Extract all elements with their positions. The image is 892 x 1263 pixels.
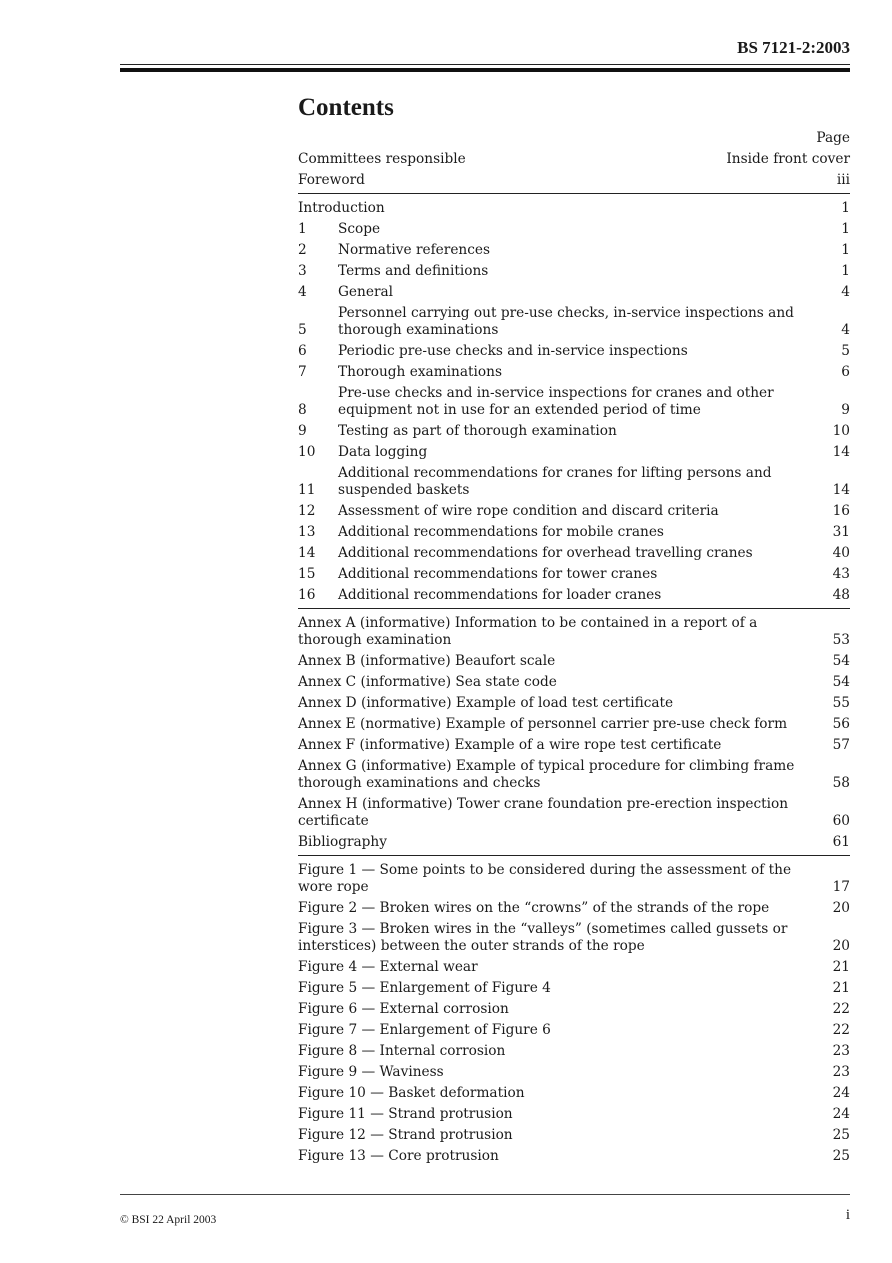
toc-entry-title: Figure 5 — Enlargement of Figure 4 xyxy=(298,980,551,996)
toc-entry-title: Testing as part of thorough examination xyxy=(338,423,617,439)
toc-entry-number: 9 xyxy=(298,423,307,439)
toc-entry xyxy=(298,263,850,280)
toc-entry xyxy=(298,653,850,670)
toc-entry-page: 22 xyxy=(832,1001,850,1017)
toc-entry-number: 3 xyxy=(298,263,307,279)
table-of-contents xyxy=(298,130,850,1169)
toc-entry-page: 24 xyxy=(832,1085,850,1101)
toc-entry-title: Figure 9 — Waviness xyxy=(298,1064,444,1080)
toc-entry-page: 23 xyxy=(832,1064,850,1080)
section-divider xyxy=(298,193,850,194)
toc-entry-page: 4 xyxy=(841,322,850,338)
toc-entry-page: 57 xyxy=(832,737,850,753)
toc-entry xyxy=(298,1148,850,1165)
toc-entry xyxy=(298,1106,850,1123)
toc-entry-page: 31 xyxy=(832,524,850,540)
toc-entry-title: Data logging xyxy=(338,444,428,460)
toc-entry-page: 61 xyxy=(832,834,850,850)
toc-entry xyxy=(298,284,850,301)
toc-entry-page: Inside front cover xyxy=(726,151,850,167)
toc-entry-title: Figure 1 — Some points to be considered during the assessment of the wore rope xyxy=(298,862,792,895)
toc-entry-title: Scope xyxy=(338,221,381,237)
toc-entry-title: Annex B (informative) Beaufort scale xyxy=(298,653,556,669)
toc-entry-page: 53 xyxy=(832,632,850,648)
toc-entry xyxy=(298,524,850,541)
toc-entry-title: Normative references xyxy=(338,242,491,258)
section-divider xyxy=(298,855,850,856)
toc-entry-page: 24 xyxy=(832,1106,850,1122)
copyright-notice: © BSI 22 April 2003 xyxy=(120,1214,217,1226)
toc-entry-title: Pre-use checks and in-service inspections for cranes and other equipment not in use for an extended period of time xyxy=(338,385,774,418)
toc-entry-title: Figure 13 — Core protrusion xyxy=(298,1148,499,1164)
toc-entry xyxy=(298,716,850,733)
page-column-heading xyxy=(298,130,850,147)
toc-entry-number: 1 xyxy=(298,221,307,237)
toc-entry-page: 9 xyxy=(841,402,850,418)
toc-entry-title: Annex F (informative) Example of a wire rope test certificate xyxy=(298,737,722,753)
toc-entry xyxy=(298,737,850,754)
toc-entry-page: 5 xyxy=(841,343,850,359)
toc-entry xyxy=(298,862,850,896)
toc-entry xyxy=(298,1085,850,1102)
toc-entry xyxy=(298,900,850,917)
toc-entry-title: Figure 12 — Strand protrusion xyxy=(298,1127,513,1143)
toc-entry-title: Figure 2 — Broken wires on the “crowns” of the strands of the rope xyxy=(298,900,770,916)
toc-entry-title: Figure 3 — Broken wires in the “valleys” (sometimes called gussets or interstices) between the outer strands of the rope xyxy=(298,921,788,954)
toc-entry-title: Figure 10 — Basket deformation xyxy=(298,1085,525,1101)
toc-entry xyxy=(298,674,850,691)
toc-entry-title: Figure 4 — External wear xyxy=(298,959,478,975)
toc-entry xyxy=(298,615,850,649)
toc-entry xyxy=(298,465,850,499)
toc-entry xyxy=(298,959,850,976)
toc-entry-title: Figure 7 — Enlargement of Figure 6 xyxy=(298,1022,551,1038)
toc-entry-title: Figure 11 — Strand protrusion xyxy=(298,1106,513,1122)
toc-entry-page: 54 xyxy=(832,674,850,690)
toc-entry-title: Annex H (informative) Tower crane foundation pre-erection inspection certificate xyxy=(298,796,789,829)
toc-entry-title: Thorough examinations xyxy=(338,364,502,380)
toc-entry-page: 58 xyxy=(832,775,850,791)
toc-entry xyxy=(298,444,850,461)
toc-entry xyxy=(298,1043,850,1060)
toc-entry-title: Additional recommendations for tower cranes xyxy=(338,566,658,582)
toc-entry-title: Additional recommendations for overhead travelling cranes xyxy=(338,545,753,561)
toc-entry xyxy=(298,980,850,997)
toc-entry-number: 11 xyxy=(298,482,316,498)
page-title: Contents xyxy=(298,94,394,121)
toc-entry xyxy=(298,921,850,955)
toc-entry-page: 60 xyxy=(832,813,850,829)
toc-entry-number: 14 xyxy=(298,545,316,561)
section-divider xyxy=(298,608,850,609)
toc-entry xyxy=(298,200,850,217)
toc-entry-number: 16 xyxy=(298,587,316,603)
toc-entry-number: 8 xyxy=(298,402,307,418)
toc-entry-page: 10 xyxy=(832,423,850,439)
page-number: i xyxy=(845,1207,850,1223)
toc-entry-page: 4 xyxy=(841,284,850,300)
toc-entry xyxy=(298,587,850,604)
toc-entry xyxy=(298,343,850,360)
toc-entry-page: 1 xyxy=(841,200,850,216)
toc-entry xyxy=(298,503,850,520)
toc-entry-title: Annex G (informative) Example of typical procedure for climbing frame thorough examinations and checks xyxy=(298,758,795,791)
toc-entry-page: 20 xyxy=(832,900,850,916)
toc-entry-page: 14 xyxy=(832,482,850,498)
toc-entry-page: 1 xyxy=(841,221,850,237)
toc-entry-title: Periodic pre-use checks and in-service inspections xyxy=(338,343,688,359)
toc-entry-page: iii xyxy=(836,172,850,188)
toc-entry-page: 1 xyxy=(841,263,850,279)
toc-entry-page: 48 xyxy=(832,587,850,603)
toc-entry-number: 15 xyxy=(298,566,316,582)
toc-entry-title: Annex D (informative) Example of load test certificate xyxy=(298,695,674,711)
toc-entry xyxy=(298,385,850,419)
toc-entry-number: 6 xyxy=(298,343,307,359)
toc-entry xyxy=(298,242,850,259)
toc-entry xyxy=(298,1022,850,1039)
toc-entry-title: Bibliography xyxy=(298,834,387,850)
toc-entry-page: 25 xyxy=(832,1148,850,1164)
toc-entry-page: 54 xyxy=(832,653,850,669)
toc-entry xyxy=(298,305,850,339)
toc-entry-number: 7 xyxy=(298,364,307,380)
toc-entry-page: 56 xyxy=(832,716,850,732)
toc-entry-title: Annex C (informative) Sea state code xyxy=(298,674,557,690)
toc-entry-page: 17 xyxy=(832,879,850,895)
toc-entry xyxy=(298,834,850,851)
page-column-label: Page xyxy=(816,130,850,146)
toc-entry xyxy=(298,172,850,189)
toc-entry-number: 12 xyxy=(298,503,316,519)
toc-entry-number: 4 xyxy=(298,284,307,300)
toc-entry-page: 43 xyxy=(832,566,850,582)
toc-entry-title: Assessment of wire rope condition and discard criteria xyxy=(338,503,719,519)
toc-entry xyxy=(298,545,850,562)
toc-entry xyxy=(298,796,850,830)
footer-rule xyxy=(120,1194,850,1195)
header-rule-thick xyxy=(120,68,850,72)
toc-entry-page: 25 xyxy=(832,1127,850,1143)
toc-entry xyxy=(298,151,850,168)
toc-entry xyxy=(298,1064,850,1081)
header-rule-thin xyxy=(120,64,850,65)
toc-entry xyxy=(298,423,850,440)
toc-entry-number: 13 xyxy=(298,524,316,540)
toc-entry-title: Annex A (informative) Information to be contained in a report of a thorough examination xyxy=(298,615,758,648)
toc-entry-number: 2 xyxy=(298,242,307,258)
toc-entry xyxy=(298,695,850,712)
toc-entry xyxy=(298,364,850,381)
toc-entry-page: 16 xyxy=(832,503,850,519)
toc-entry xyxy=(298,1001,850,1018)
toc-entry-title: Introduction xyxy=(298,200,385,216)
toc-entry xyxy=(298,566,850,583)
toc-entry-title: Figure 6 — External corrosion xyxy=(298,1001,509,1017)
toc-entry-page: 14 xyxy=(832,444,850,460)
toc-entry-number: 10 xyxy=(298,444,316,460)
toc-entry-number: 5 xyxy=(298,322,307,338)
toc-entry-page: 1 xyxy=(841,242,850,258)
toc-entry-page: 20 xyxy=(832,938,850,954)
toc-entry-page: 21 xyxy=(832,959,850,975)
toc-entry-page: 23 xyxy=(832,1043,850,1059)
toc-entry-page: 40 xyxy=(832,545,850,561)
toc-entry-title: General xyxy=(338,284,394,300)
toc-entry-title: Foreword xyxy=(298,172,365,188)
toc-entry-title: Terms and definitions xyxy=(338,263,489,279)
toc-entry-page: 55 xyxy=(832,695,850,711)
toc-entry xyxy=(298,1127,850,1144)
toc-entry-page: 21 xyxy=(832,980,850,996)
toc-entry-title: Committees responsible xyxy=(298,151,466,167)
toc-entry-title: Annex E (normative) Example of personnel carrier pre-use check form xyxy=(298,716,788,732)
toc-entry xyxy=(298,758,850,792)
toc-entry-title: Additional recommendations for mobile cranes xyxy=(338,524,664,540)
toc-entry-page: 6 xyxy=(841,364,850,380)
toc-entry-title: Additional recommendations for loader cranes xyxy=(338,587,662,603)
document-id: BS 7121-2:2003 xyxy=(737,38,850,57)
toc-entry-title: Personnel carrying out pre-use checks, in-service inspections and thorough examinations xyxy=(338,305,794,338)
toc-entry-title: Figure 8 — Internal corrosion xyxy=(298,1043,506,1059)
toc-entry xyxy=(298,221,850,238)
toc-entry-page: 22 xyxy=(832,1022,850,1038)
toc-entry-title: Additional recommendations for cranes for lifting persons and suspended baskets xyxy=(338,465,772,498)
